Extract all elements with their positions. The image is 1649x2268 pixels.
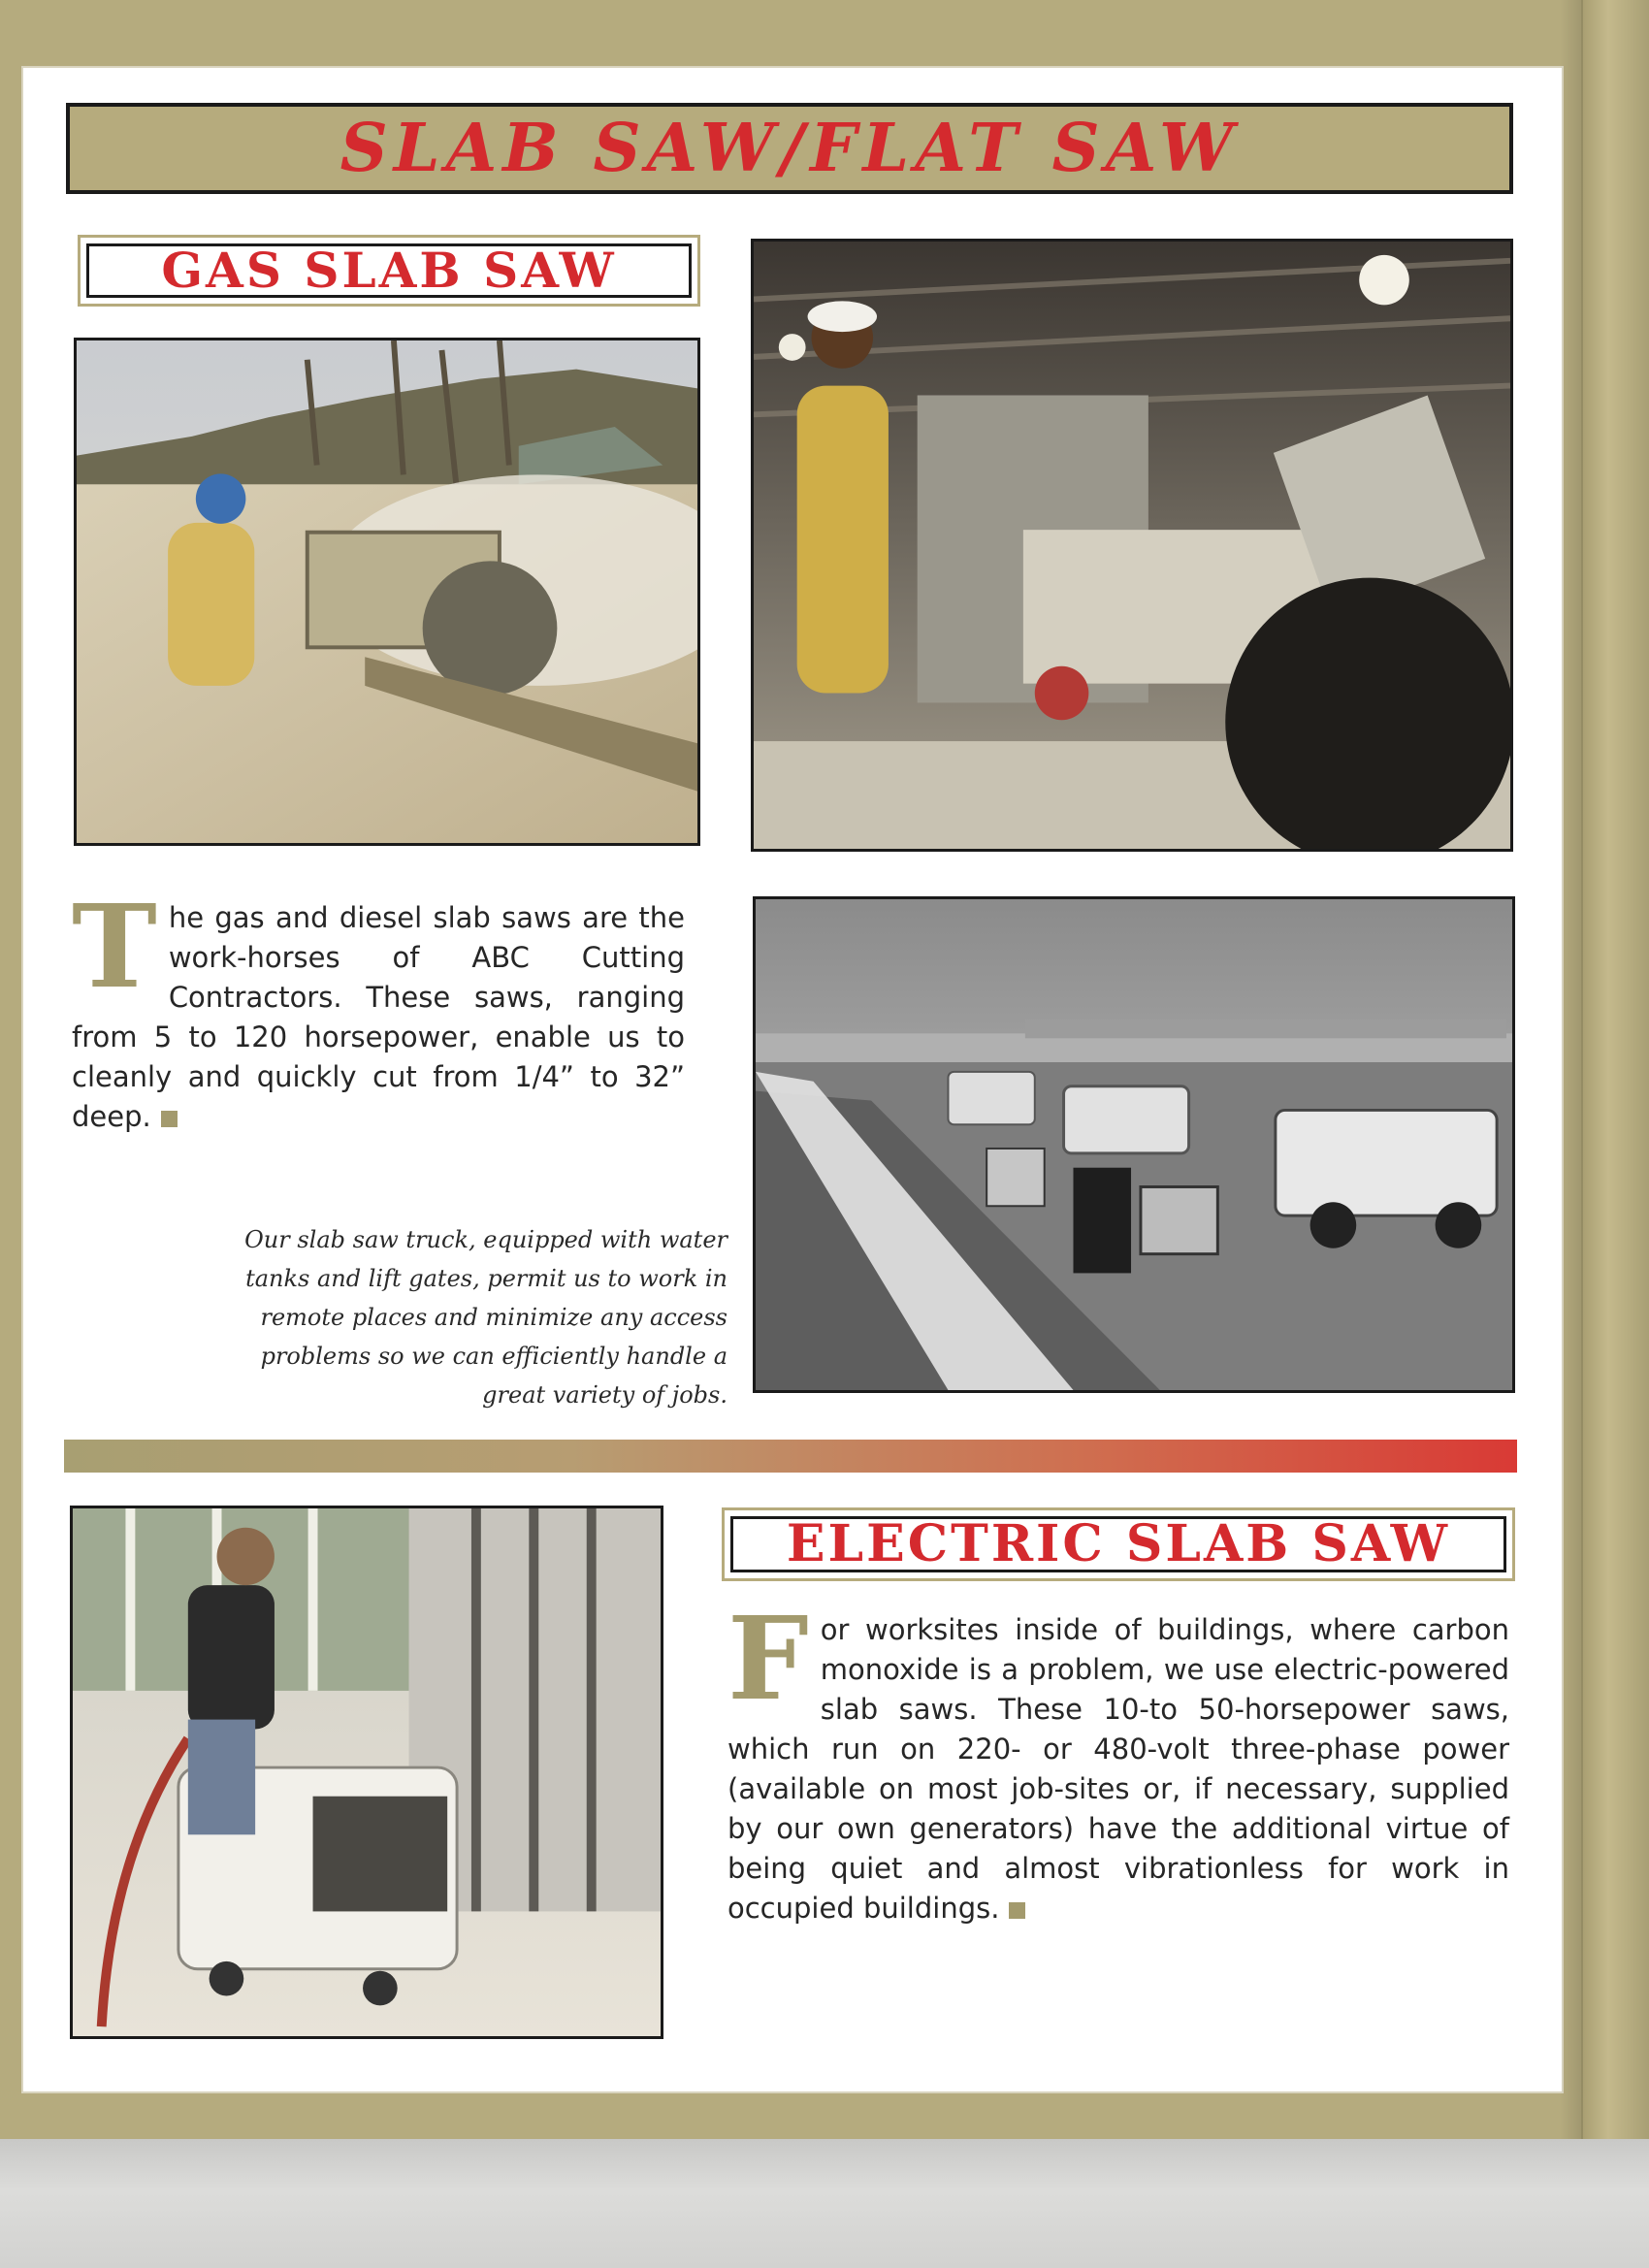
photo-diesel-saw-warehouse	[751, 239, 1513, 852]
electric-section-paragraph	[728, 1591, 1509, 1928]
gas-dropcap: T	[72, 879, 157, 1014]
electric-body-text: or worksites inside of buildings, where carbon monoxide is a problem, we use electric-powered slab saws. These 10-to 50-horsepower saws, which run on 220- or 480-volt three-phase power (available on most job-sites or, if necessary, supplied by our own generators) have the additional virtue of being quiet and almost vibrationless for work in occupied buildings.	[728, 1613, 1509, 1925]
photo-gas-saw-roadway	[74, 338, 700, 846]
section-divider	[64, 1440, 1517, 1473]
photo-caption: Our slab saw truck, equipped with water tanks and lift gates, permit us to work in remote places and minimize any access problems so we can efficiently handle a great variety of jobs.	[244, 1226, 728, 1409]
end-mark	[161, 1111, 178, 1127]
page-title: SLAB SAW/FLAT SAW	[340, 110, 1240, 187]
end-mark	[1009, 1902, 1025, 1919]
binding-spine	[1581, 0, 1649, 2139]
photo-slab-saw-trucks	[753, 896, 1515, 1393]
gas-section-heading-box	[78, 235, 700, 307]
electric-section-heading-box	[722, 1507, 1515, 1581]
page-shadow	[1560, 0, 1583, 2139]
scanner-background	[0, 2139, 1649, 2268]
gas-section-paragraph	[72, 879, 685, 1137]
gas-section-heading: GAS SLAB SAW	[161, 242, 617, 299]
electric-section-heading: ELECTRIC SLAB SAW	[786, 1514, 1451, 1573]
electric-dropcap: F	[728, 1591, 809, 1726]
gas-body-text: he gas and diesel slab saws are the work-horses of ABC Cutting Contractors. These saws, ranging from 5 to 120 horsepower, enable us to cleanly and quickly cut from 1/4” to 32” deep.	[72, 901, 685, 1133]
photo-electric-saw-indoor	[70, 1506, 663, 2039]
